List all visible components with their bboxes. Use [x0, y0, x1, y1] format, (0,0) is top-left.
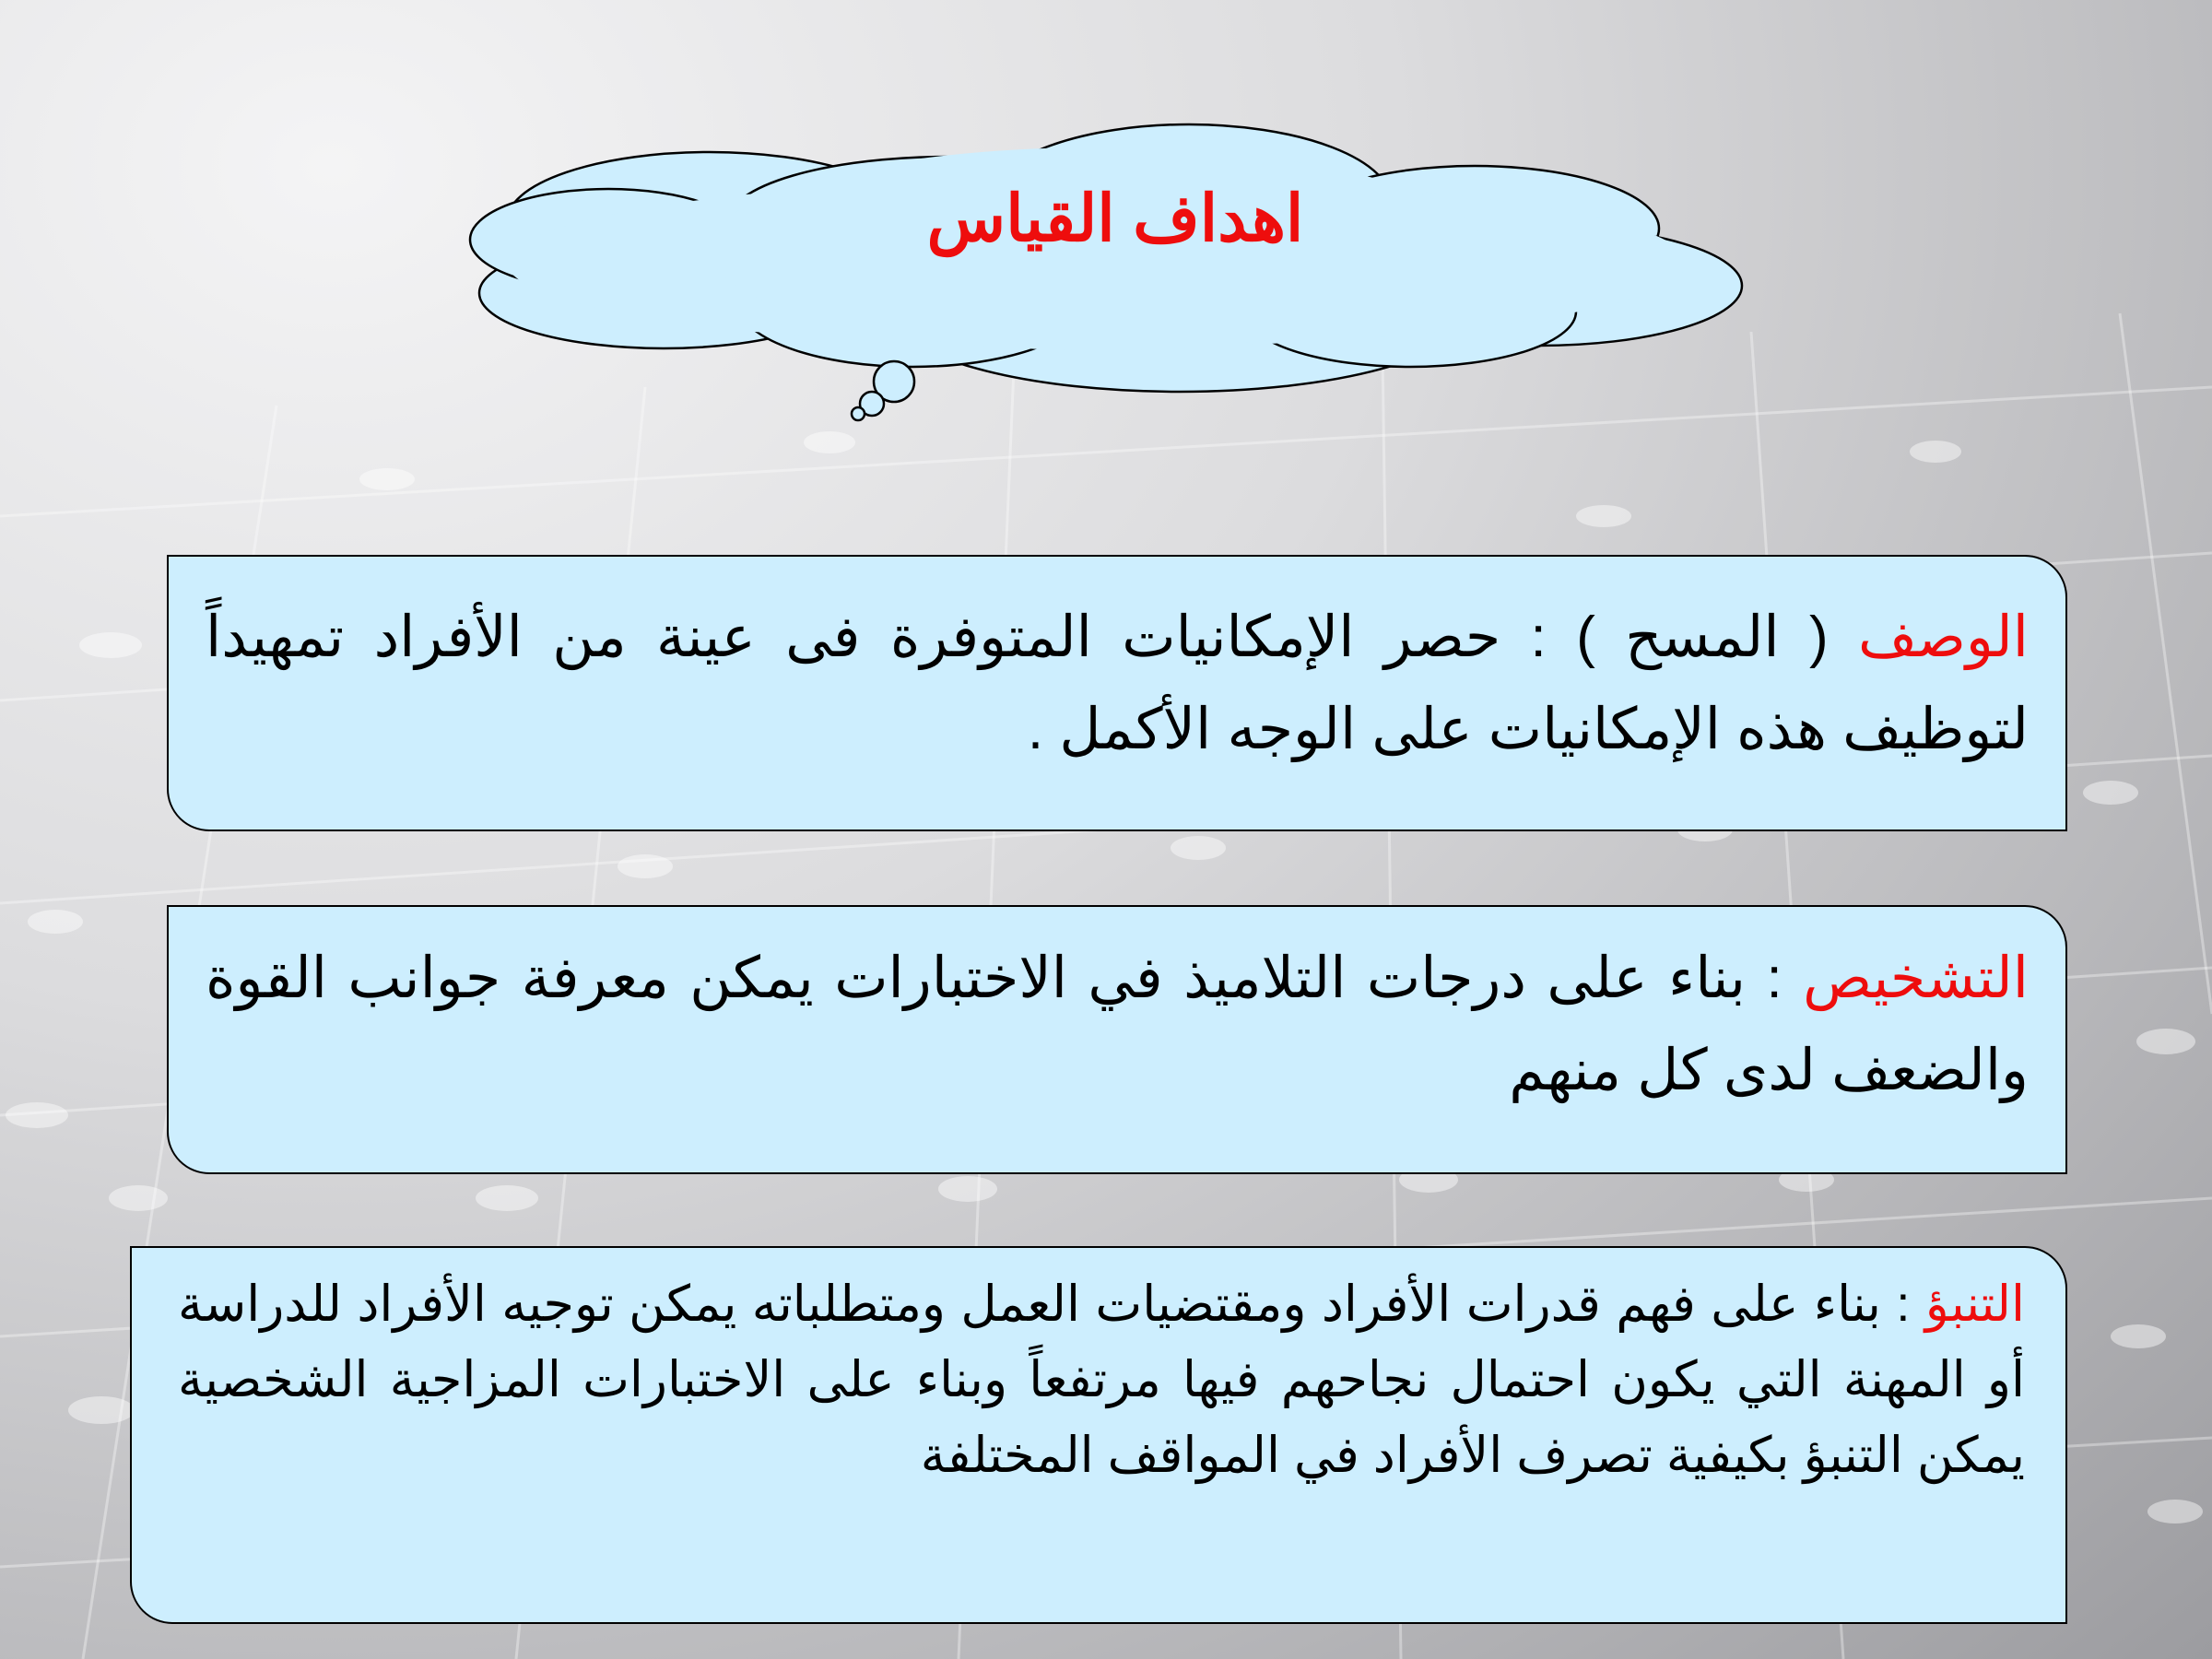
objective-description-text	[206, 592, 2029, 776]
title-cloud-callout	[433, 92, 1797, 433]
objective-diagnosis-box	[167, 905, 2067, 1174]
objective-description-box	[167, 555, 2067, 831]
term-prediction: التنبؤ	[1924, 1277, 2025, 1332]
term-description: الوصف	[1858, 606, 2029, 669]
description-body: ( المسح ) : حصر الإمكانيات المتوفرة فى عينة من الأفراد تمهيداً لتوظيف هذه الإمكانيات على الوجه الأكمل .	[206, 606, 2029, 761]
diagnosis-body: : بناء على درجات التلاميذ في الاختبارات يمكن معرفة جوانب القوة والضعف لدى كل منهم	[206, 947, 2029, 1102]
objective-diagnosis-text	[206, 933, 2029, 1117]
objective-prediction-text	[178, 1266, 2025, 1493]
objective-prediction-box	[130, 1246, 2067, 1624]
slide-title: اهداف القياس	[926, 182, 1304, 254]
term-diagnosis: التشخيص	[1803, 947, 2029, 1010]
prediction-body: : بناء على فهم قدرات الأفراد ومقتضيات العمل ومتطلباته يمكن توجيه الأفراد للدراسة أو المهنة التي يكون احتمال نجاحهم فيها مرتفعاً وبناء على الاختبارات المزاجية الشخصية يمكن التنبؤ بكيفية تصرف الأفراد في المواقف المختلفة	[178, 1277, 2025, 1483]
